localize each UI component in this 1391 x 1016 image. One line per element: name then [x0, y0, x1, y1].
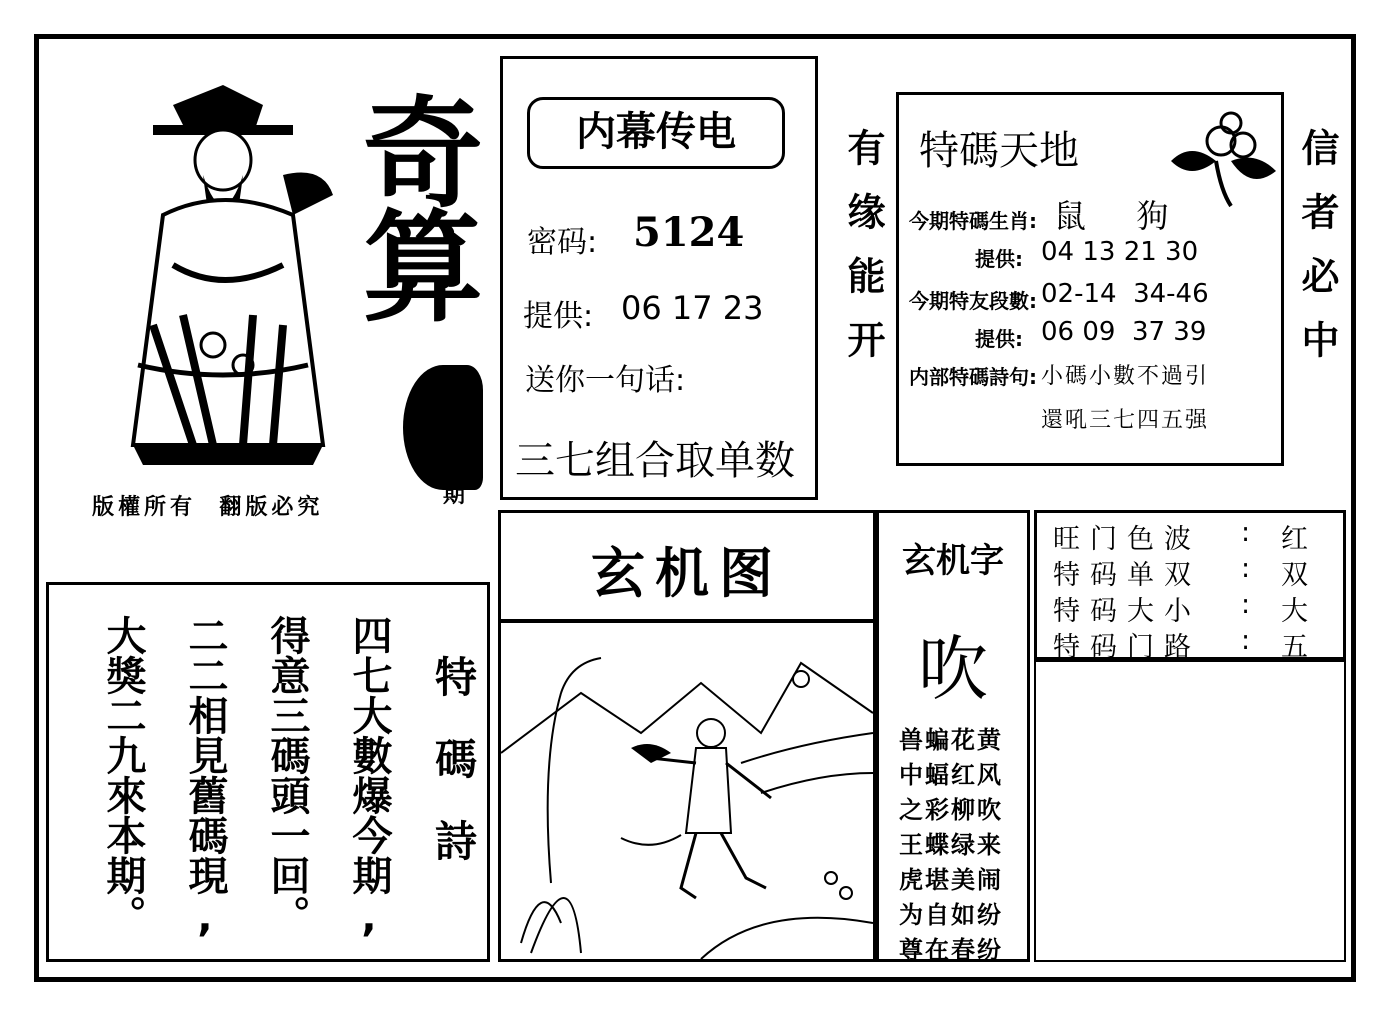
poem-row: 尊在春纷 — [899, 936, 1003, 964]
xuanji-illustration — [501, 623, 873, 959]
xuanji-tu-title-box — [498, 510, 876, 622]
poem-line2: 還吼三七四五强 — [1041, 408, 1210, 433]
attr-sep: : — [1241, 589, 1251, 620]
provide2-label: 提供: — [975, 327, 1023, 351]
attr-row — [1053, 517, 1201, 556]
attr-sep: : — [1241, 625, 1251, 656]
attr-value: 大 — [1281, 596, 1308, 627]
attr-value: 五 — [1281, 632, 1308, 663]
tema-panel — [896, 92, 1284, 466]
attributes-panel — [1034, 510, 1346, 663]
deity-illustration — [93, 65, 363, 485]
header-title: 奇算 — [343, 90, 484, 318]
attr-label: 特码单双 — [1053, 560, 1201, 591]
header-panel — [48, 50, 488, 568]
xuanji-zi-char: 吹 — [918, 628, 988, 710]
poem-row: 兽蝙花黄 — [899, 726, 1003, 754]
xuanji-tu-title: 玄机图 — [591, 542, 783, 605]
attr-sep: : — [1241, 517, 1251, 548]
attr-sep: : — [1241, 553, 1251, 584]
provide1-label: 提供: — [975, 247, 1023, 271]
provide-label: 提供: — [523, 299, 594, 334]
attr-label: 特码大小 — [1053, 596, 1201, 627]
poem-column: 四七大數爆今期, — [346, 615, 392, 941]
zodiac-label: 今期特碼生肖: — [909, 209, 1037, 233]
attr-row — [1053, 553, 1201, 592]
attr-label: 旺门色波 — [1053, 524, 1201, 555]
issue-label: 期 — [443, 483, 466, 508]
attr-row — [1053, 625, 1201, 664]
xuanji-zi-title: 玄机字 — [902, 541, 1004, 581]
saying-value: 三七组合取单数 — [515, 438, 795, 484]
provide-value: 06 17 23 — [621, 289, 764, 327]
issue-blob — [403, 365, 483, 490]
side-text-left: 有缘能开 — [841, 128, 885, 384]
saying-label: 送你一句话: — [525, 363, 686, 398]
password-label: 密码: — [527, 225, 598, 260]
copyright-text: 版權所有 翻版必究 — [92, 494, 324, 520]
poem-panel — [46, 582, 490, 962]
provide1-value: 04 13 21 30 — [1041, 237, 1199, 267]
xuanji-tu-image-box — [498, 620, 876, 962]
poem-row: 中蝠红风 — [899, 761, 1003, 789]
segment-value: 02-14 34-46 — [1041, 279, 1209, 309]
attr-label: 特码门路 — [1053, 632, 1201, 663]
zodiac-value: 鼠 狗 — [1054, 197, 1179, 235]
poem-row: 虎堪美闹 — [899, 866, 1003, 894]
poem-title: 特碼詩 — [429, 655, 478, 901]
password-value: 5124 — [633, 209, 745, 256]
poem-row: 王蝶绿来 — [899, 831, 1003, 859]
attr-row — [1053, 589, 1201, 628]
xuanji-zi-panel — [876, 510, 1030, 962]
neimu-panel — [500, 56, 818, 500]
poem-column: 二二相見舊碼現, — [182, 615, 228, 941]
poem-column: 得意三碼頭一回。 — [264, 615, 310, 935]
provide2-value: 06 09 37 39 — [1041, 317, 1207, 347]
xuanji-zi-poem — [899, 723, 1003, 968]
segment-label: 今期特友段數: — [909, 289, 1037, 313]
tema-title: 特碼天地 — [919, 128, 1079, 174]
neimu-title: 内幕传电 — [527, 97, 785, 169]
side-text-right: 信者必中 — [1295, 128, 1339, 384]
attr-value: 红 — [1281, 524, 1308, 555]
empty-box — [1034, 660, 1346, 962]
poem-column: 大獎二九來本期。 — [100, 615, 146, 935]
poem-label: 内部特碼詩句: — [909, 365, 1037, 389]
poem-row: 之彩柳吹 — [899, 796, 1003, 824]
fruit-icon — [1161, 101, 1281, 211]
poem-row: 为自如纷 — [899, 901, 1003, 929]
attr-value: 双 — [1281, 560, 1308, 591]
poem-line1: 小碼小數不過引 — [1041, 364, 1210, 389]
